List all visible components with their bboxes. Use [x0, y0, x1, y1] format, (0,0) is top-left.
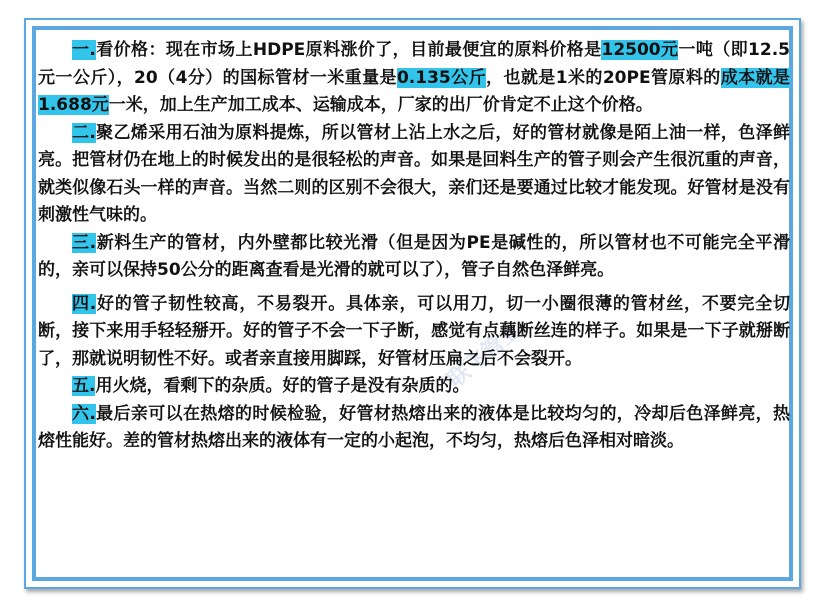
- paragraph-material: [38, 120, 790, 230]
- toughness-text: 好的管子韧性较高，不易裂开。具体亲，可以用刀，切一小圈很薄的管材丝，不要完全切断，接下来用手轻轻掰开。好的管子不会一下子断，感觉有点藕断丝连的样子。如果是一下子就掰断了，那就说明韧性不好。或者亲直接用脚踩，好管材压扁之后不会裂开。: [38, 293, 790, 369]
- price-highlight-ton: 12500元: [601, 40, 679, 60]
- smoothness-text: 新料生产的管材，内外壁都比较光滑（但是因为PE是碱性的，所以管材也不可能完全平滑的，亲可以保持50公分的距离查看是光滑的就可以了），管子自然色泽鲜亮。: [38, 232, 790, 280]
- material-text: 聚乙烯采用石油为原料提炼，所以管材上沾上水之后，好的管材就像是陌上油一样，色泽鲜亮。把管材仍在地上的时候发出的是很轻松的声音。如果是回料生产的管子则会产生很沉重的声音，就类似像石头一样的声音。当然二则的区别不会很大，亲们还是要通过比较才能发现。好管材是没有刺激性气味的。: [38, 122, 790, 225]
- paragraph-toughness: [38, 291, 790, 374]
- burn-test-text: 用火烧，看剩下的杂质。好的管子是没有杂质的。: [95, 376, 470, 396]
- paragraph-number-3: 三.: [72, 232, 97, 253]
- price-text-2: 一吨（即12.5元一公斤），20（4分）的国标管材一米重量是: [38, 40, 790, 88]
- paragraph-number-6: 六.: [72, 403, 96, 424]
- price-highlight-cost: 成本就是1.688元: [38, 67, 790, 115]
- paragraph-burn-test: [38, 373, 790, 401]
- price-text-4: 一米，加上生产加工成本、运输成本，厂家的出厂价肯定不止这个价格。: [108, 95, 653, 115]
- price-highlight-weight: 0.135公斤: [396, 67, 487, 88]
- paragraph-number-5: 五.: [72, 376, 96, 396]
- price-text-1: 看价格：现在市场上HDPE原料涨价了，目前最便宜的原料价格是: [95, 40, 602, 60]
- watermark: 联飞管业: [443, 317, 527, 393]
- hot-melt-text: 最后亲可以在热熔的时候检验，好管材热熔出来的液体是比较均匀的，冷却后色泽鲜亮，热熔性能好。差的管材热熔出来的液体有一定的小起泡，不均匀，热熔后色泽相对暗淡。: [38, 403, 790, 451]
- paragraph-number-4: 四.: [72, 293, 97, 314]
- paragraph-number-1: 一.: [72, 40, 96, 60]
- price-text-3: ，也就是1米的20PE管原料的: [486, 67, 721, 88]
- paragraph-smoothness: [38, 230, 790, 285]
- document-body: [38, 37, 790, 456]
- paragraph-number-2: 二.: [72, 122, 96, 143]
- paragraph-price: [38, 37, 790, 120]
- paragraph-hot-melt: [38, 401, 790, 456]
